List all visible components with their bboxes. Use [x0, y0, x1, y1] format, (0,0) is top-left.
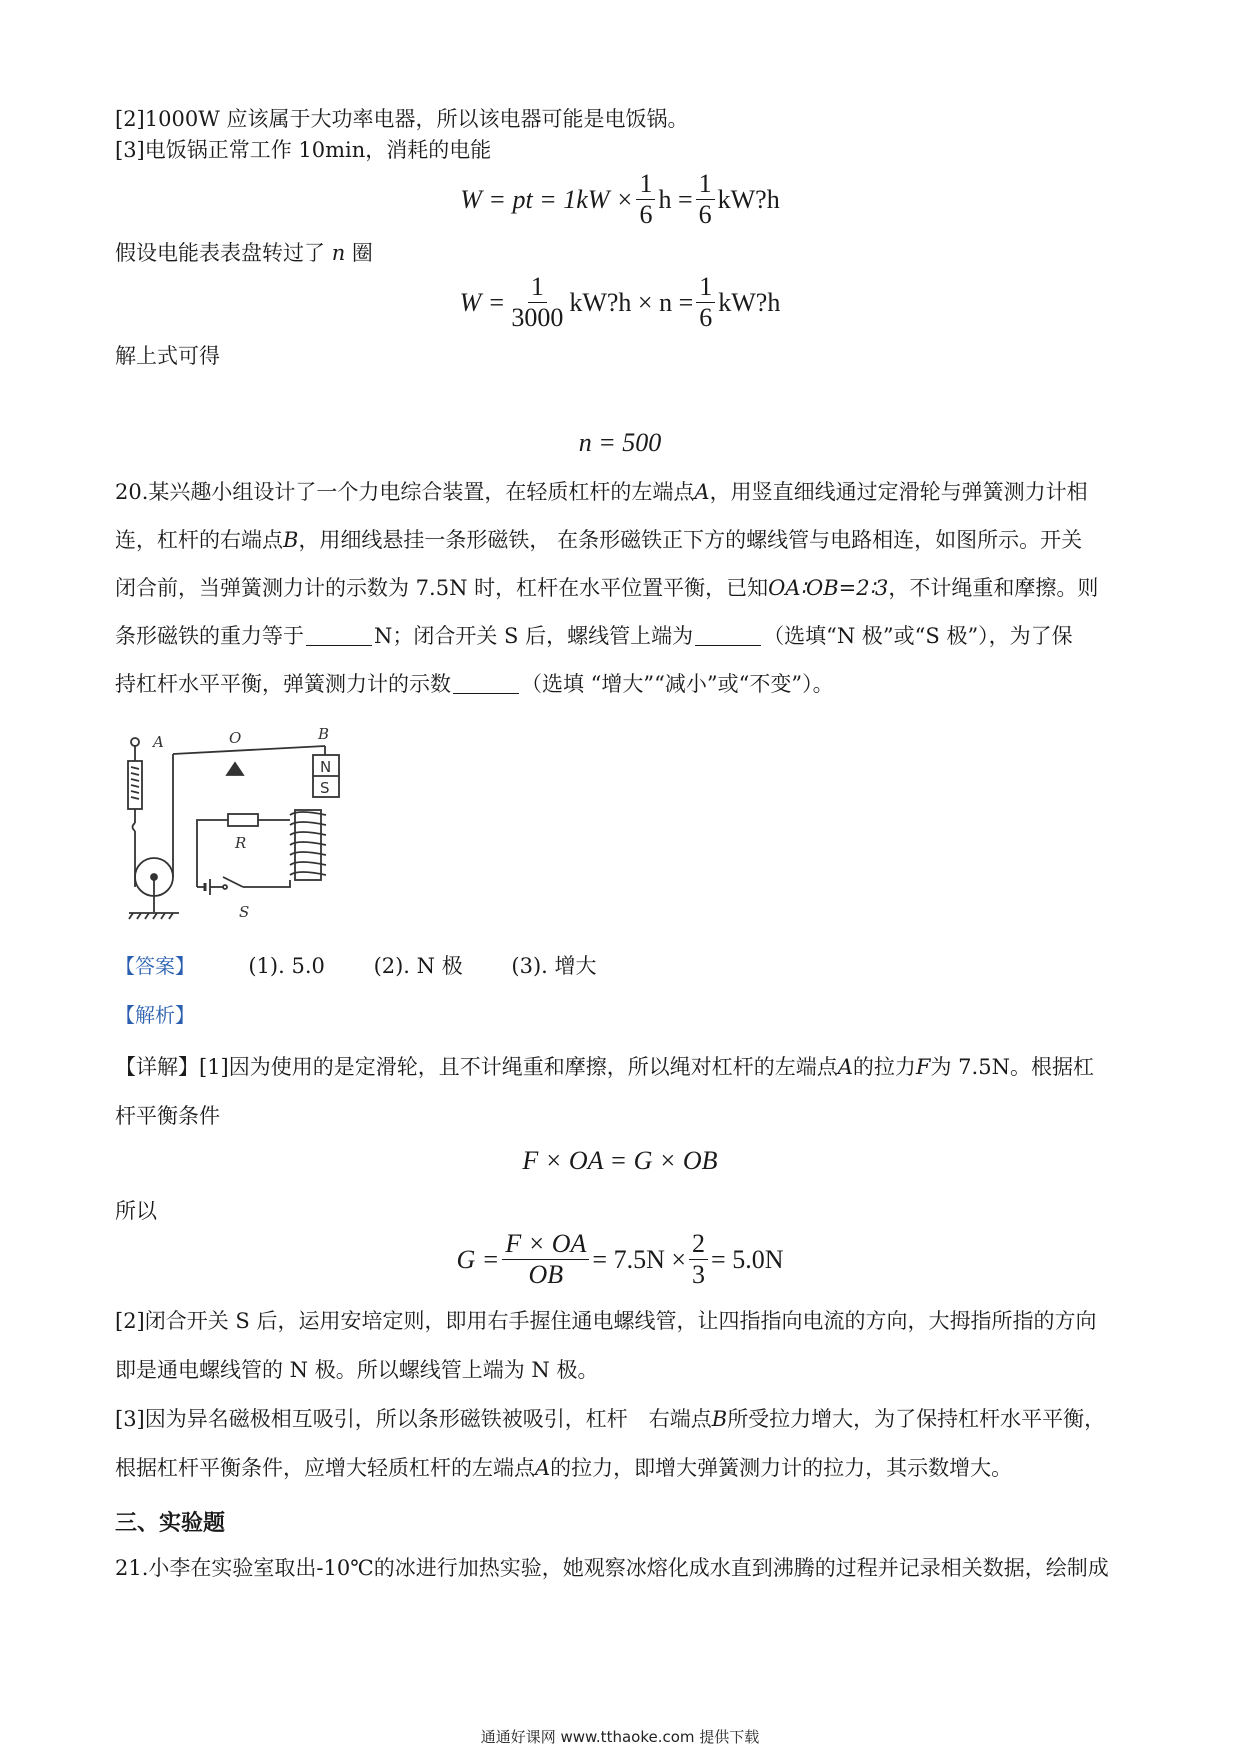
eq-text: F × OA = G × OB	[522, 1146, 718, 1175]
analysis-line	[115, 990, 1135, 1040]
text-segment: 根据杠杆平衡条件，应增大轻质杠杆的左端点	[115, 1456, 535, 1480]
answer-item: (2). N 极	[373, 954, 463, 978]
section-heading: 三、实验题	[115, 1511, 226, 1536]
text-segment: 圈	[351, 241, 373, 265]
text-segment: 20.某兴趣小组设计了一个力电综合装置，在轻质杠杆的左端点	[115, 480, 695, 504]
text-line: [2]1000W 应该属于大功率电器，所以该电器可能是电饭锅。	[115, 107, 689, 131]
resistor	[228, 814, 258, 826]
page-footer: 通通好课网 www.tthaoke.com 提供下载	[480, 1728, 760, 1746]
eq-mid: h =	[658, 184, 693, 214]
fraction	[502, 1230, 589, 1289]
question-20-line	[115, 467, 1135, 517]
denominator: 6	[699, 303, 713, 332]
answer-blank[interactable]	[306, 625, 372, 646]
equation-gravity	[0, 1230, 1240, 1289]
numerator: 1	[696, 170, 715, 200]
eq-mid: = 7.5N ×	[592, 1244, 687, 1274]
variable: n	[331, 241, 346, 265]
denominator: 3000	[511, 303, 564, 332]
question-20-line	[115, 515, 1135, 565]
variable: B	[711, 1407, 728, 1431]
question-21-line: 21.小李在实验室取出-10℃的冰进行加热实验，她观察冰熔化成水直到沸腾的过程并记录相关数据，绘制成	[115, 1556, 1109, 1580]
detail-tag: 【详解】	[115, 1055, 199, 1079]
equation-meter	[0, 273, 1240, 332]
label-R: R	[235, 834, 247, 852]
label-N: N	[320, 758, 332, 776]
label-A: A	[153, 733, 164, 751]
text-line	[115, 228, 1135, 278]
solenoid	[295, 810, 321, 880]
text-segment: N；闭合开关 S 后，螺线管上端为	[374, 624, 694, 648]
fulcrum	[227, 763, 243, 775]
label-magnet-S: S	[320, 779, 330, 797]
numerator: 1	[696, 273, 715, 303]
fraction	[696, 273, 715, 332]
variable: F	[915, 1055, 931, 1079]
numerator: 1	[636, 170, 655, 200]
denominator: 6	[698, 200, 712, 229]
text-segment: 的拉力	[852, 1055, 916, 1079]
text-segment: 闭合前，当弹簧测力计的示数为 7.5N 时，杠杆在水平位置平衡，已知	[115, 576, 769, 600]
fraction	[689, 1230, 708, 1289]
variable: B	[283, 528, 299, 552]
equation-result	[0, 428, 1240, 458]
text-segment: 条形磁铁的重力等于	[115, 624, 304, 648]
eq-lhs: W = pt = 1kW ×	[460, 184, 634, 214]
eq-rhs: = 5.0N	[711, 1244, 784, 1274]
answer-item: (1). 5.0	[248, 954, 325, 978]
text-segment: ，不计绳重和摩擦。则	[888, 576, 1099, 600]
answer-blank[interactable]	[453, 673, 519, 694]
text-segment: 连，杠杆的右端点	[115, 528, 283, 552]
text-line: [3]电饭锅正常工作 10min，消耗的电能	[115, 138, 492, 162]
eq-rhs: kW?h	[717, 184, 780, 214]
answer-tag: 【答案】	[115, 954, 195, 978]
label-switch-S: S	[239, 903, 250, 921]
text-segment: 为 7.5N。根据杠	[930, 1055, 1094, 1079]
variable: A	[535, 1456, 551, 1480]
text-segment: （选填“N 极”或“S 极”），为了保	[763, 624, 1073, 648]
fraction	[636, 170, 655, 229]
text-segment: 所受拉力增大，为了保持杠杆水平平衡，	[727, 1407, 1106, 1431]
text-segment: ，用竖直细线通过定滑轮与弹簧测力计相	[709, 480, 1088, 504]
label-B: B	[318, 727, 330, 743]
answer-blank[interactable]	[695, 625, 761, 646]
equation-energy	[0, 170, 1240, 229]
text-segment: 的拉力，即增大弹簧测力计的拉力，其示数增大。	[550, 1456, 1013, 1480]
denominator: 3	[692, 1260, 706, 1289]
ratio: OA∶OB=2∶3	[768, 576, 889, 600]
lever-bar	[173, 746, 325, 754]
analysis-tag: 【解析】	[115, 1003, 195, 1027]
fraction	[696, 170, 715, 229]
text-segment: （选填 “增大”“减小”或“不变”）。	[521, 672, 834, 696]
denominator: 6	[639, 200, 653, 229]
question-20-line	[115, 611, 1135, 661]
eq-lhs: G =	[456, 1244, 500, 1274]
equation-balance	[0, 1144, 1240, 1178]
numerator: F × OA	[502, 1230, 589, 1260]
answer-line	[115, 941, 1135, 991]
text-segment: 假设电能表表盘转过了	[115, 241, 325, 265]
detail-line	[115, 1042, 1135, 1092]
detail-line	[115, 1443, 1135, 1493]
detail-line: [2]闭合开关 S 后，运用安培定则，即用右手握住通电螺线管，让四指指向电流的方向，大拇指所指的方向	[115, 1309, 1097, 1333]
lever-circuit-figure	[125, 727, 385, 927]
question-20-line	[115, 563, 1135, 613]
fraction	[508, 273, 566, 332]
eq-rhs: kW?h	[718, 287, 781, 317]
text-segment: [3]因为异名磁极相互吸引，所以条形磁铁被吸引，杠杆 右端点	[115, 1407, 712, 1431]
detail-line: 即是通电螺线管的 N 极。所以螺线管上端为 N 极。	[115, 1358, 599, 1382]
text-segment: ，用细线悬挂一条形磁铁， 在条形磁铁正下方的螺线管与电路相连，如图所示。开关	[298, 528, 1083, 552]
eq-text: n = 500	[578, 428, 662, 457]
variable: A	[837, 1055, 853, 1079]
numerator: 1	[528, 273, 547, 303]
eq-lhs: W =	[459, 287, 506, 317]
eq-mid: kW?h × n =	[569, 287, 694, 317]
question-20-line	[115, 659, 1135, 709]
text-line: 解上式可得	[115, 344, 220, 368]
answer-item: (3). 增大	[511, 954, 597, 978]
text-line: 所以	[115, 1199, 157, 1223]
numerator: 2	[689, 1230, 708, 1260]
denominator: OB	[528, 1260, 564, 1289]
label-O: O	[229, 729, 242, 747]
text-segment: [1]因为使用的是定滑轮，且不计绳重和摩擦，所以绳对杠杆的左端点	[199, 1055, 838, 1079]
text-segment: 持杠杆水平平衡，弹簧测力计的示数	[115, 672, 451, 696]
detail-line	[115, 1394, 1135, 1444]
wire	[197, 820, 228, 875]
detail-line: 杆平衡条件	[115, 1104, 220, 1128]
variable: A	[694, 480, 710, 504]
